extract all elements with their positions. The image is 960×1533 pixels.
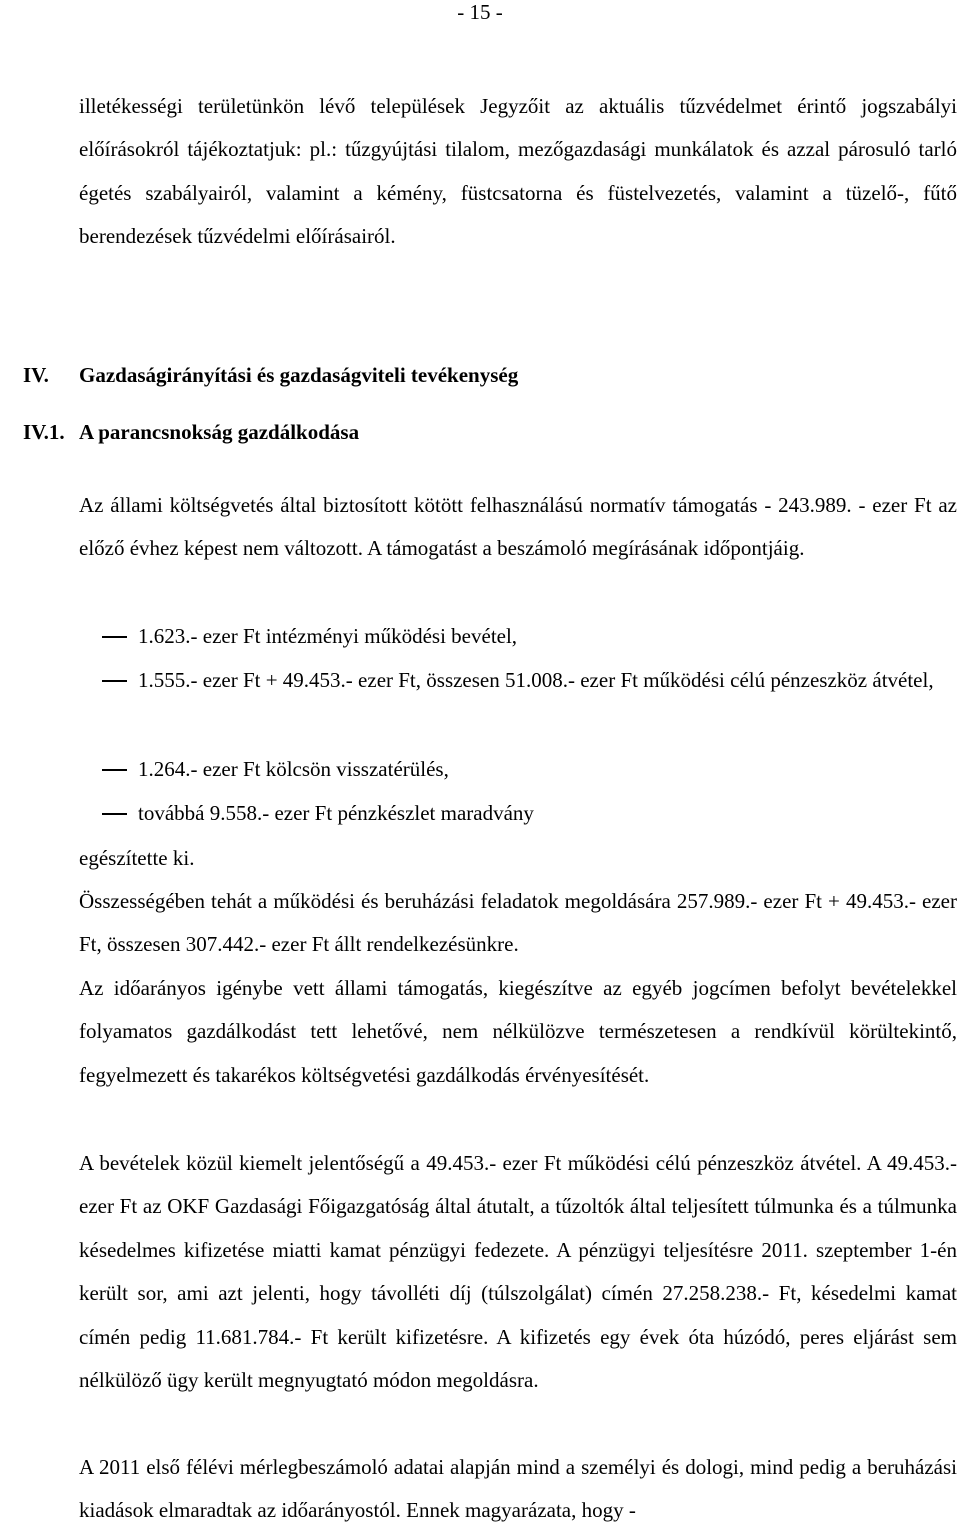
list-item-text: 1.555.- ezer Ft + 49.453.- ezer Ft, összesen 51.008.- ezer Ft működési célú pénzeszköz átvétel, xyxy=(138,668,934,692)
subsection-title: A parancsnokság gazdálkodása xyxy=(79,420,360,444)
total-paragraph: Összességében tehát a működési és beruházási feladatok megoldására 257.989.- ezer Ft + 49.453.- ezer Ft, összesen 307.442.- ezer Ft állt rendelkezésünkre. xyxy=(79,889,957,957)
support-paragraph: Az állami költségvetés által biztosított kötött felhasználású normatív támogatás - 243.989. - ezer Ft az előző évhez képest nem változott. A támogatást a beszámoló megírásának időpontjáig. xyxy=(79,493,957,561)
dash-bullet xyxy=(102,680,127,682)
completion-line: egészítette ki. xyxy=(79,846,195,870)
balance-paragraph: A 2011 első félévi mérlegbeszámoló adatai alapján mind a személyi és dologi, mind pedig a beruházási kiadások elmaradtak az időarányostól. Ennek magyarázata, hogy - xyxy=(79,1455,957,1523)
list-item-text: 1.264.- ezer Ft kölcsön visszatérülés, xyxy=(138,757,449,781)
page-number: - 15 - xyxy=(457,0,503,24)
section-number: IV. xyxy=(23,363,49,387)
time-proportional-paragraph: Az időarányos igénybe vett állami támogatás, kiegészítve az egyéb jogcímen befolyt bevételekkel folyamatos gazdálkodást tett lehetővé, nem nélkülözve természetesen a rendkívül körültekintő, fegyelmezett és takarékos költségvetési gazdálkodás érvényesítését. xyxy=(79,976,957,1087)
subsection-number: IV.1. xyxy=(23,420,65,444)
list-item-text: továbbá 9.558.- ezer Ft pénzkészlet maradvány xyxy=(138,801,534,825)
income-paragraph: A bevételek közül kiemelt jelentőségű a 49.453.- ezer Ft működési célú pénzeszköz átvétel. A 49.453.- ezer Ft az OKF Gazdasági Főigazgatóság által átutalt, a tűzoltók által teljesített túlmunka és a túlmunka késedelmes kifizetése miatti kamat pénzügyi fedezete. A pénzügyi teljesítésre 2011. szeptember 1-én került sor, ami azt jelenti, hogy távolléti díj (túlszolgálat) címén 27.258.238.- Ft, késedelmi kamat címén pedig 11.681.784.- Ft került kifizetésre. A kifizetés egy évek óta húzódó, peres eljárást sem nélkülöző ügy került megnyugtató módon megoldásra. xyxy=(79,1151,957,1393)
intro-paragraph: illetékességi területünkön lévő települések Jegyzőit az aktuális tűzvédelmet érintő jogszabályi előírásokról tájékoztatjuk: pl.: tűzgyújtási tilalom, mezőgazdasági munkálatok és azzal párosuló tarló égetés szabályairól, valamint a kémény, füstcsatorna és füstelvezetés, valamint a tüzelő-, fűtő berendezések tűzvédelmi előírásairól. xyxy=(79,94,957,249)
dash-bullet xyxy=(102,769,127,771)
dash-bullet xyxy=(102,813,127,815)
list-item-text: 1.623.- ezer Ft intézményi működési bevétel, xyxy=(138,624,518,648)
section-title: Gazdaságirányítási és gazdaságviteli tevékenység xyxy=(79,363,519,387)
dash-bullet xyxy=(102,636,127,638)
